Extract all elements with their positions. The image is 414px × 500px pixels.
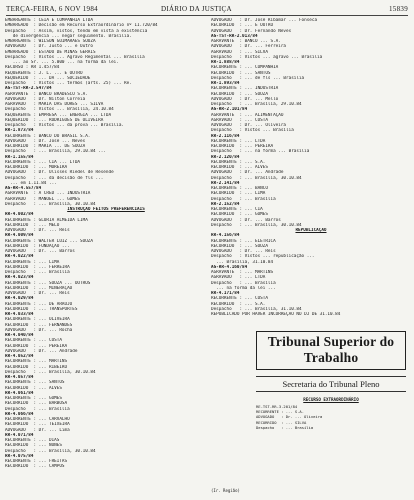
text-line: ADVOGADO : Dr. Ulisses Riedel de Resende	[5, 170, 114, 176]
text-line: RR-4.009/84	[5, 233, 34, 239]
text-line: REQUERIDO : ... RODRIGUES DE OLIVEIRA	[5, 117, 104, 123]
text-line: RECORRENTE : ... GOMES	[5, 396, 62, 401]
text-line: RECORRENTE : ... INDÚSTRIA	[211, 86, 279, 92]
tst-meta-line: RE-TST-RR-3.201/84	[256, 404, 298, 409]
text-line: ADVOGADO : Dr. Nilton Correia	[5, 96, 86, 102]
header-page-number: 15839	[389, 5, 408, 13]
text-line: REPUBLICADO POR HAVER INCORREÇÃO NO DJ DE 31.10.84	[211, 312, 341, 317]
text-line: RR-4.040/84	[5, 333, 34, 338]
text-line: EMBARGANTE : WILSON GUIMARÃES SOUZA	[5, 39, 96, 44]
text-line: RECORRIDO : FUNDAÇÃO ...	[5, 243, 70, 249]
text-line: RR-4.171/84	[211, 291, 240, 296]
right-column	[211, 18, 411, 336]
text-line: RR-4.002/84	[5, 212, 34, 218]
text-line: RR-2.120/84	[211, 154, 240, 160]
text-line: Despacho : ... Brasília	[5, 270, 70, 275]
text-line: AG-RR-2.101/84	[211, 107, 248, 113]
text-line: AGRAVANTE : ... MARTINS	[211, 270, 274, 275]
text-line: Despacho : Vistos ... da prova ... Brasília.	[5, 123, 124, 128]
text-line: RECORRIDO : ... E OUTRO	[211, 23, 274, 29]
text-line: RECORRIDO : ... BARBOSA	[5, 401, 68, 407]
text-line: RR-4.023/84	[5, 275, 34, 281]
text-line: AGRAVADO : ... SILVA	[211, 49, 268, 55]
page-header	[6, 5, 408, 16]
text-line: Despacho : Vistos ... Agravo Regimental ... Brasília	[5, 54, 145, 60]
text-line: AGRAVADO : MARIA DAS DORES ... SILVA	[5, 102, 104, 107]
text-line: RR-4.071/84	[5, 432, 34, 438]
text-line: ADVOGADO : Dr. ... Ferreira	[211, 44, 287, 50]
text-line: RECORRIDO : ... PEREIRA	[211, 144, 274, 149]
text-line: ADVOGADO : Dr. ... Lima	[5, 427, 70, 433]
text-line: RECORRIDO : ... CAMPOS	[5, 464, 65, 470]
text-line: REPUBLICAÇÃO	[295, 228, 327, 233]
text-line: AG-RR-4.160/84	[211, 264, 248, 270]
text-line: RECORRENTE : ... BANCO	[211, 186, 268, 191]
text-line: ADVOGADO : Dr. ... Reis	[5, 291, 70, 296]
text-line: Despacho : ... Brasília, 30.10.84	[5, 369, 96, 375]
text-line: RR-2.152/84	[211, 201, 240, 207]
text-line: ADVOGADO : Dr. José Ribamar ... Fonseca	[211, 18, 318, 23]
text-line: ADVOGADO : Dr. José ... Neves	[5, 138, 86, 144]
text-line: AG-TST-RR-2.547/84	[5, 86, 52, 92]
text-line: RECORRIDO : ... SOUZA	[211, 243, 268, 249]
text-line: RR-1.893/84	[211, 81, 240, 86]
text-line: Despacho : Vistos ... Brasília	[211, 128, 294, 134]
text-line: RR-1.873/84	[5, 128, 34, 134]
text-line: Despacho : ... Brasília	[211, 196, 276, 202]
text-line: RR-4.066/84	[5, 411, 34, 417]
text-line: RECORRIDO : ... RIBEIRO	[5, 364, 68, 370]
text-line: Despacho : ... na forma ... Brasília	[211, 149, 310, 155]
text-line: Despacho : Vistos ... termos (arts. 25) ... Re.	[5, 81, 132, 86]
text-line: ADVOGADO : Dr. ... Barros	[211, 217, 281, 223]
text-line: RECORRENTE : ... COSTA	[5, 338, 62, 344]
header-date: TERÇA-FEIRA, 6 NOV 1984	[6, 5, 98, 13]
text-line: AGRAVANTE : BANCO BRADESCO S.A.	[5, 91, 88, 97]
text-line: RECORRIDO : ... SOUZA	[211, 91, 268, 97]
tst-meta-title: RECURSO EXTRAORDINÁRIO	[303, 397, 359, 402]
text-line: Despacho : Vistos ... republicação ...	[211, 254, 315, 260]
text-line: Despacho : ... Brasília, 31.10.84	[211, 306, 302, 312]
text-line: RECORRENTE : ... COMPANHIA	[211, 65, 279, 71]
text-line: RECORRIDO : ... MOREIRA	[5, 165, 68, 170]
header-section: DIÁRIO DA JUSTIÇA	[161, 5, 232, 13]
tst-meta-line: RECORRIDO : ... SILVA	[256, 420, 307, 425]
text-line: RR-1.155/84	[5, 154, 34, 160]
text-line: RECORRENTE : ... OLIVEIRA	[5, 317, 70, 323]
text-line: RECORRENTE : ... COSTA	[211, 296, 268, 302]
text-line: RECORRENTE : ... CARVALHO	[5, 417, 70, 422]
text-line: Despacho : ... da decisão de fls ...	[5, 175, 104, 181]
tst-meta-line: ADVOGADO : Dr. ... Oliveira	[256, 415, 323, 420]
text-line: RECORRENTE : ... ELÉTRICA	[211, 238, 276, 244]
text-line: AGRAVADO : ... COSTA	[211, 117, 268, 123]
text-line: RR-4.156/84	[211, 233, 240, 239]
text-line: REQUERENTE : J. L. ... E OUTRO	[5, 70, 83, 76]
text-line: RECORRIDO : ... ALVES	[211, 165, 268, 170]
text-line: RECORRIDO : ... TEIXEIRA	[5, 422, 70, 428]
text-line: RR-4.052/84	[5, 354, 34, 359]
tst-subtitle: Secretaria do Tribunal Pleno	[256, 376, 406, 392]
text-line: ... ao Sr. ... 5.000 ... na forma da lei.	[5, 60, 119, 65]
text-line: EMBARGANTE : CEIA E COMPANHIA LTDA	[5, 18, 93, 23]
text-line: AG-TST-RR-2.013/84	[211, 33, 258, 39]
text-line: ADVOGADO : Dr. ... Barros	[5, 249, 75, 254]
text-line: Despacho : Vistos ... Brasília, 24.10.84	[5, 107, 114, 113]
text-line: RECORRIDO : ... ALVES	[5, 385, 62, 391]
text-line: ADVOGADO : Dr. ... Rocha	[5, 327, 73, 333]
text-line: RECORRENTE : WALTER LUIZ ... SOUZA	[5, 238, 93, 244]
text-line: de divergência ... negar seguimento. Brasília.	[5, 33, 132, 39]
text-line: RECORRENTE : ... SOUZA ... OUTROS	[5, 280, 91, 286]
text-line: RECORRIDO : MARIA ... DE SOUZA	[5, 144, 86, 149]
left-column	[5, 18, 207, 496]
text-line: Despacho : ... Brasília	[211, 280, 276, 286]
text-line: AGRAVADO : ... LTDA	[211, 275, 266, 281]
text-line: RR-4.075/84	[5, 453, 34, 459]
text-line: RECORRENTE : GLORIA ALMEIDA LIMA	[5, 217, 88, 223]
text-line: RECORRIDO : ... GOMES	[211, 212, 268, 218]
text-line: Despacho : ... Brasília, 30.10.84	[5, 201, 96, 207]
text-line: RECORRENTE : ... SANTOS	[5, 380, 65, 386]
text-line: REQUERIDO : ... DA ... SOCIEDADE	[5, 75, 91, 81]
text-line: RECORRENTE : ... CIA ... LTDA	[5, 159, 81, 165]
text-line: RECORRENTE : ... S.A.	[211, 159, 266, 165]
text-line: ADVOGADO : Dr. ... Reis	[211, 249, 276, 254]
text-line: ADVOGADO : Dr. ... Reis	[5, 228, 70, 233]
text-line: REQUERENTE : EMPRESA ... ENERGIA ... LTDA	[5, 112, 112, 118]
text-line: EMBARGADO : Decisão em Recurso Extraordinário nº 11.720/84	[5, 23, 158, 29]
text-line: RECORRENTE : BANCO DO BRASIL S.A.	[5, 133, 91, 139]
text-line: Despacho : ... Brasília, 29.10.84	[211, 102, 302, 107]
text-line: RECORRIDO : ... PEREIRA	[5, 343, 68, 349]
text-line: RR-1.888/84	[211, 60, 240, 65]
text-line: RR-4.061/84	[5, 390, 34, 396]
text-line: RR-4.029/84	[5, 296, 34, 302]
text-line: RECURSO : RR 1.457/84	[5, 65, 60, 71]
text-line: RECORRENTE : ... MARTINS	[5, 359, 68, 365]
text-line: Despacho : ... Brasília	[5, 406, 70, 412]
text-line: RECORRENTE : ... LIMA	[5, 259, 60, 265]
text-line: ADVOGADO : Dr. ... Andrade	[5, 348, 78, 354]
text-line: RECORRIDO : ... TRANSPORTES	[5, 306, 78, 312]
text-line: Despacho : Vistos ... agravo ... Brasília	[211, 54, 323, 60]
text-line: Despacho : ... de fls ... Brasília	[211, 75, 305, 81]
text-line: ... Brasília, 31.10.84	[211, 259, 274, 265]
tst-meta-line: RECORRENTE : ... S.A.	[256, 410, 305, 415]
tst-block	[256, 331, 406, 431]
text-line: AGRAVADO : MANOEL ... GOMES	[5, 196, 81, 202]
text-line: RECORRIDO : ... LIMA	[211, 191, 266, 197]
text-line: RECORRENTE : ... DE ARAÚJO	[5, 301, 73, 307]
text-line: INSTRUÇÃO FEITOS PREFERENCIAIS	[67, 207, 145, 212]
text-line: ADVOGADO : Dr. ... Mello	[211, 96, 279, 102]
text-line: ... em 1.11.84 ...	[5, 180, 57, 186]
text-line: RECORRIDO : ... SANTOS	[211, 70, 271, 76]
text-line: AGRAVANTE : A CRED ... INDÚSTRIA	[5, 191, 91, 197]
text-line: RECORRENTE : ... FREITAS	[5, 459, 68, 464]
text-line: RECORRIDO : ... MELO	[5, 222, 60, 228]
text-line: RR-2.141/84	[211, 180, 240, 186]
text-line: RR-2.116/84	[211, 133, 240, 139]
text-line: Despacho : Assim, vistos, tendo em vista a existência	[5, 28, 148, 34]
text-line: Despacho : ... Brasília, 30.10.84	[5, 448, 96, 454]
text-line: AGRAVANTE : ... ALIMENTAÇÃO	[211, 112, 284, 118]
text-line: ADVOGADO : Dr. Justo ... e Outro	[5, 44, 93, 50]
text-line: AG-RR-4.557/84	[5, 186, 42, 191]
text-line: ADVOGADO : Dr. Fernando Neves	[211, 28, 292, 34]
tst-meta-line: Despacho : ... Brasília	[256, 425, 314, 430]
text-line: Despacho : ... Brasília, 30.10.84	[211, 222, 302, 228]
text-line: ADVOGADO : Dr. ... Oliveira	[211, 123, 287, 128]
text-line: EMBARGADO : ESTADO DE MINAS GERAIS	[5, 49, 96, 55]
text-line: ADVOGADO : Dr. ... Andrade	[211, 170, 284, 176]
text-line: RECORRENTE : ... LTDA	[211, 138, 266, 144]
footer-signature: (Ir. Região)	[211, 488, 240, 493]
text-line: AGRAVANTE : BANCO ... S.A.	[211, 39, 281, 44]
text-line: RECORRENTE : ... CIA	[211, 207, 263, 212]
text-line: RECORRIDO : ... NUNES	[5, 443, 62, 449]
text-line: RR-4.057/84	[5, 375, 34, 380]
text-line: RR-4.033/84	[5, 312, 34, 317]
text-line: RECORRIDO : ... MINERAÇÃO	[5, 285, 73, 291]
text-line: Despacho : ... Brasília, 29.10.84 ...	[5, 149, 106, 155]
text-line: RECORRIDO : ... S.A.	[211, 301, 266, 307]
text-line: Despacho : ... Brasília, 30.10.84	[211, 175, 302, 181]
text-line: RECORRIDO : ... FERREIRA	[5, 264, 70, 270]
tst-title: Tribunal Superior do Trabalho	[256, 331, 406, 370]
text-line: RECORRENTE : ... DIAS	[5, 438, 60, 443]
text-line: ... na forma da lei ...	[211, 285, 276, 291]
text-line: RECORRIDO : ... FERNANDES	[5, 322, 73, 328]
text-line: RR-4.022/84	[5, 254, 34, 260]
tst-meta	[256, 398, 406, 431]
